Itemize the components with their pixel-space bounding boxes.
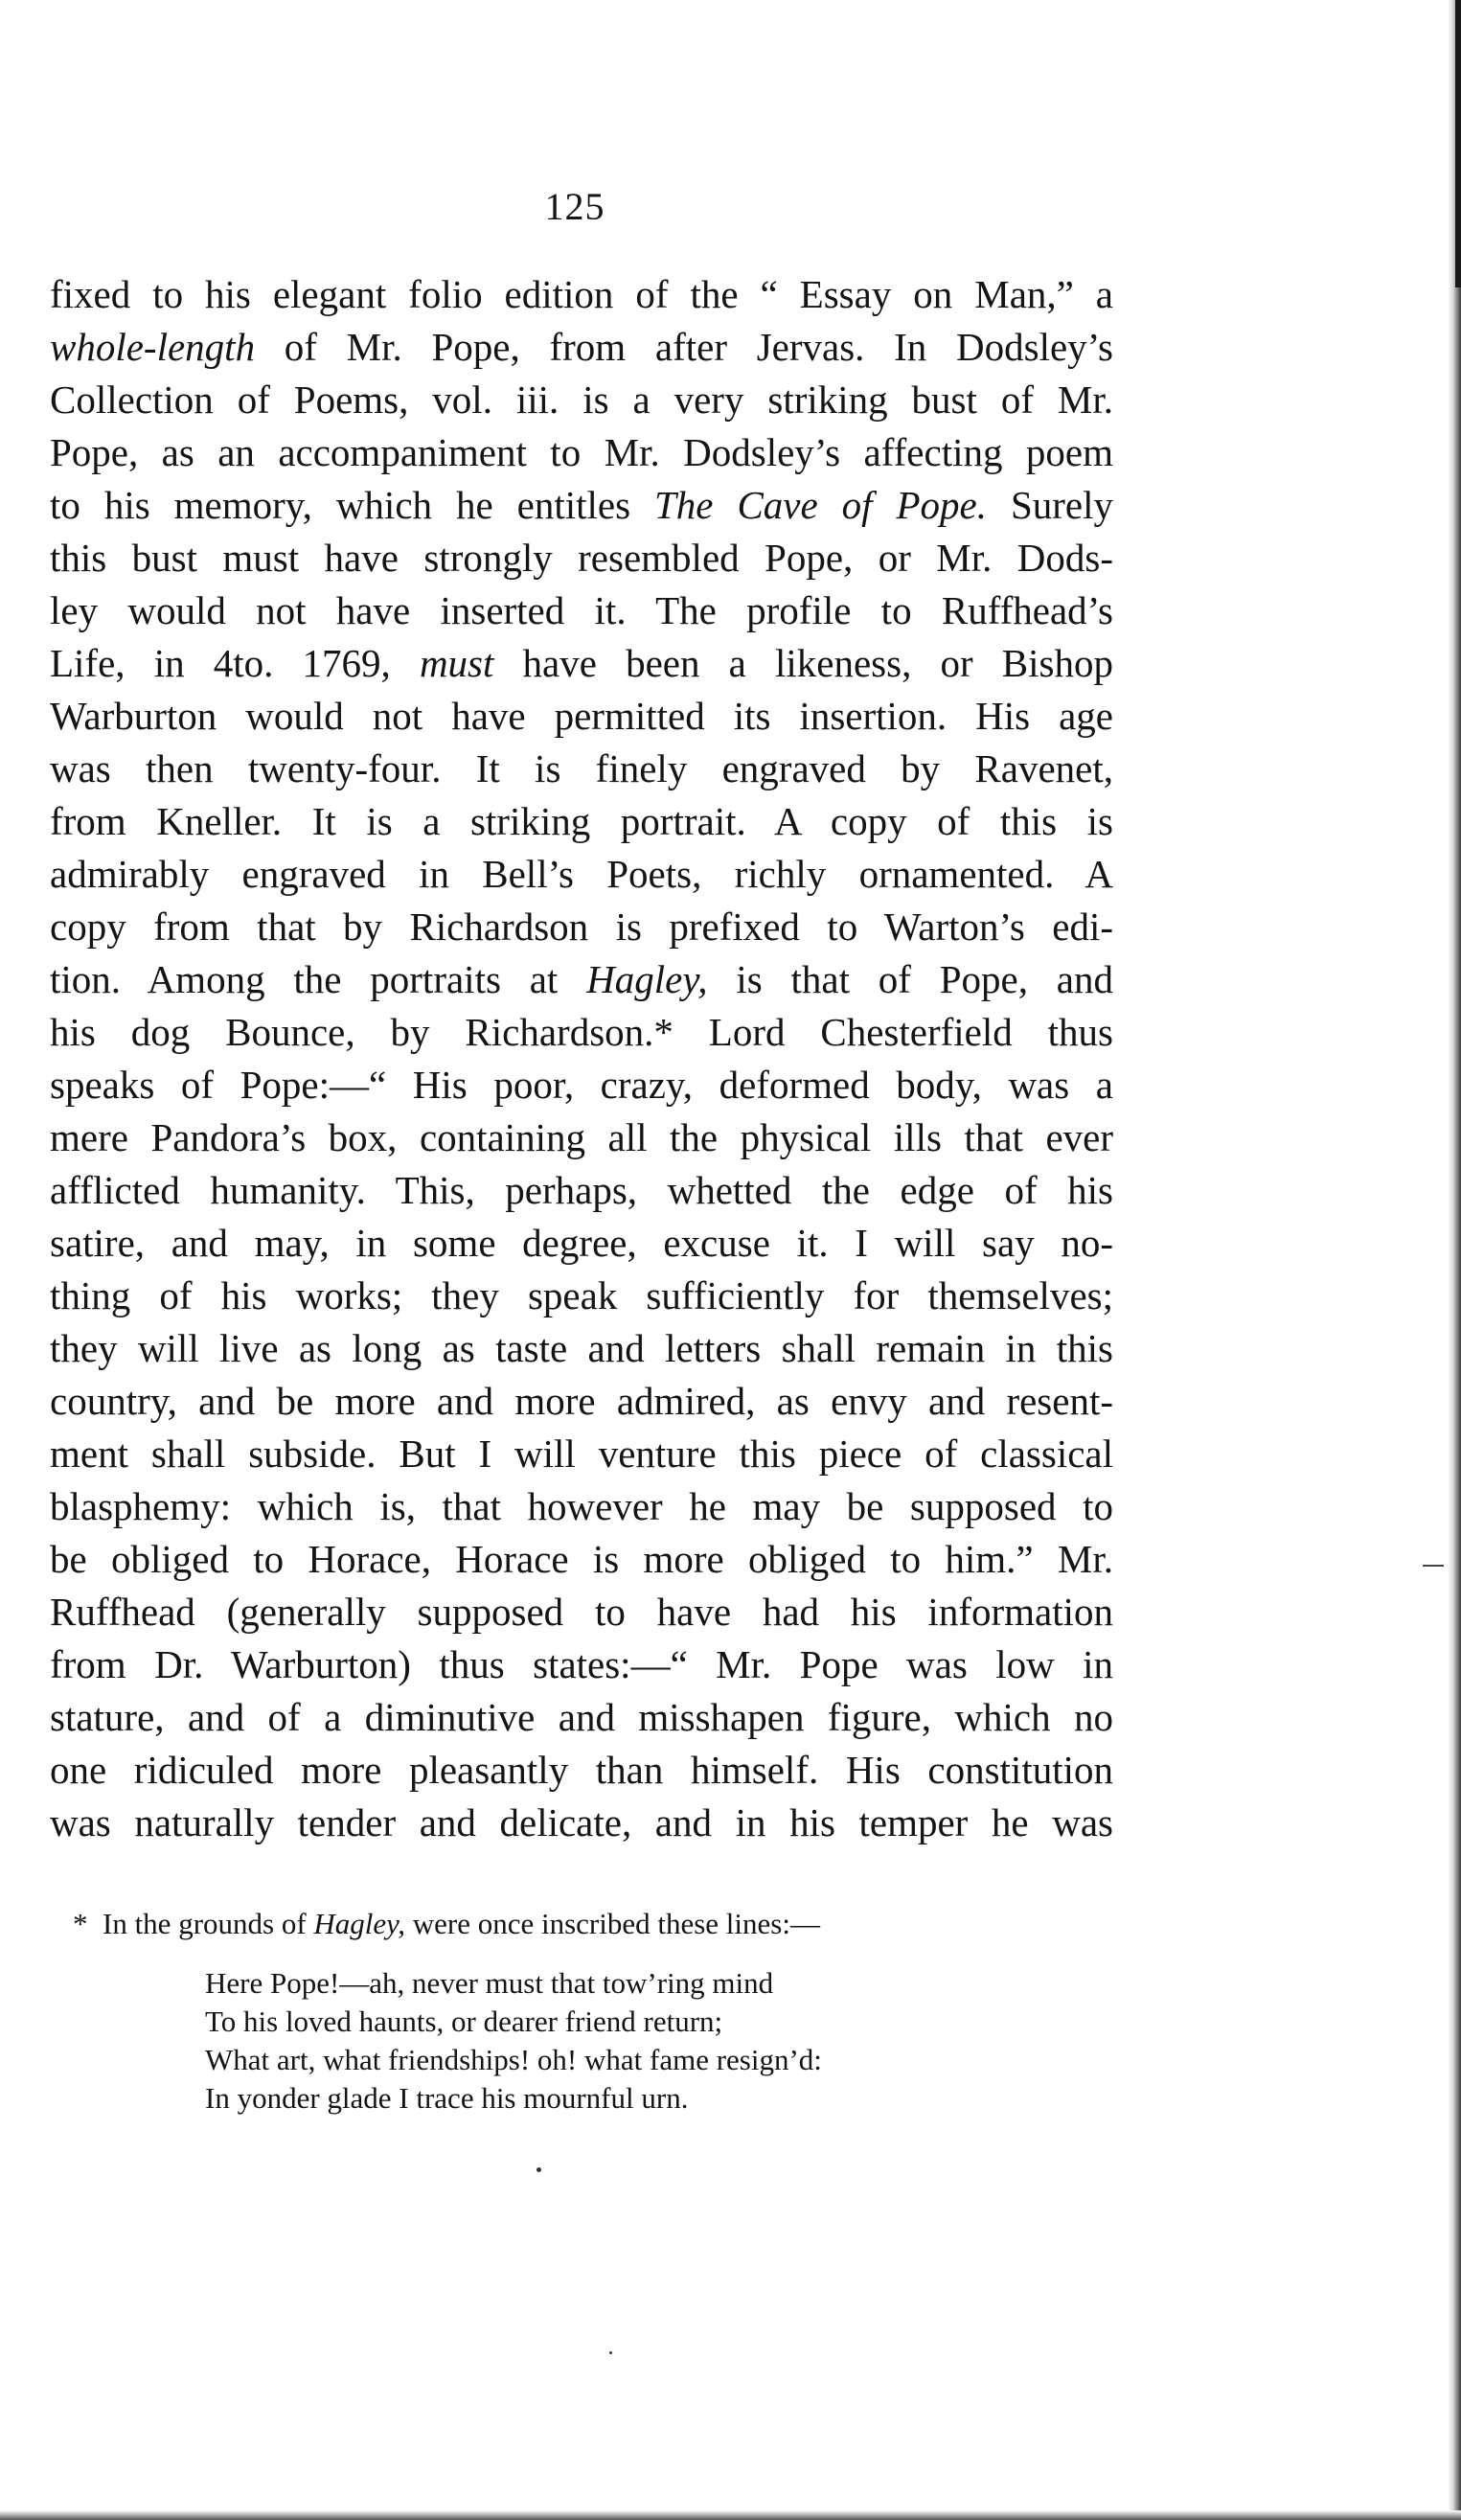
body-line: copy from that by Richardson is prefixed to Warton’s edi-: [50, 905, 1113, 949]
body-line: ley would not have inserted it. The profile to Ruffhead’s: [50, 588, 1113, 632]
body-line: this bust must have strongly resembled Pope, or Mr. Dods-: [50, 536, 1113, 580]
verse-line: In yonder glade I trace his mournful urn.: [205, 2081, 689, 2115]
page-edge-right: [1448, 0, 1461, 2520]
ink-speck: [536, 2167, 541, 2172]
body-line: Life, in 4to. 1769, must have been a likeness, or Bishop: [50, 641, 1113, 685]
body-line: Warburton would not have permitted its insertion. His age: [50, 694, 1113, 738]
footnote-verse: [205, 1964, 971, 2118]
footnote-place: Hagley,: [313, 1907, 405, 1940]
body-line: stature, and of a diminutive and misshapen figure, which no: [50, 1695, 1113, 1739]
footnote: [73, 1905, 1031, 1943]
body-line: mere Pandora’s box, containing all the physical ills that ever: [50, 1115, 1113, 1159]
body-line: admirably engraved in Bell’s Poets, richly ornamented. A: [50, 852, 1113, 896]
body-line: afflicted humanity. This, perhaps, whetted the edge of his: [50, 1168, 1113, 1212]
body-line: speaks of Pope:—“ His poor, crazy, deformed body, was a: [50, 1063, 1113, 1107]
body-line: fixed to his elegant folio edition of the “ Essay on Man,” a: [50, 272, 1113, 316]
body-line: satire, and may, in some degree, excuse it. I will say no-: [50, 1221, 1113, 1265]
body-line: from Kneller. It is a striking portrait. A copy of this is: [50, 799, 1113, 843]
body-line: ment shall subside. But I will venture this piece of classical: [50, 1432, 1113, 1476]
margin-mark: [1423, 1565, 1444, 1567]
footnote-intro-after: were once inscribed these lines:—: [412, 1907, 820, 1940]
ink-speck: [609, 2351, 612, 2354]
body-line: to his memory, which he entitles The Cave of Pope. Surely: [50, 483, 1113, 527]
page-number: 125: [544, 185, 605, 228]
body-line: from Dr. Warburton) thus states:—“ Mr. Pope was low in: [50, 1642, 1113, 1686]
body-line: Collection of Poems, vol. iii. is a very striking bust of Mr.: [50, 378, 1113, 422]
body-line: one ridiculed more pleasantly than himself. His constitution: [50, 1748, 1113, 1792]
body-text: [50, 268, 1113, 1849]
body-line: blasphemy: which is, that however he may be supposed to: [50, 1484, 1113, 1528]
body-line: be obliged to Horace, Horace is more obliged to him.” Mr.: [50, 1537, 1113, 1581]
verse-line: What art, what friendships! oh! what fame resign’d:: [205, 2043, 822, 2076]
body-line: tion. Among the portraits at Hagley, is that of Pope, and: [50, 957, 1113, 1001]
verse-line: To his loved haunts, or dearer friend return;: [205, 2005, 723, 2038]
footnote-marker: *: [73, 1907, 88, 1940]
body-line: was then twenty-four. It is finely engraved by Ravenet,: [50, 746, 1113, 790]
body-line: whole-length of Mr. Pope, from after Jervas. In Dodsley’s: [50, 325, 1113, 369]
body-line: they will live as long as taste and letters shall remain in this: [50, 1326, 1113, 1370]
body-line: Pope, as an accompaniment to Mr. Dodsley’s affecting poem: [50, 430, 1113, 474]
footnote-intro-before: In the grounds of: [103, 1907, 307, 1940]
body-line: Ruffhead (generally supposed to have had his information: [50, 1590, 1113, 1634]
body-line: country, and be more and more admired, as envy and resent-: [50, 1379, 1113, 1423]
page-edge-bottom: [0, 2510, 1461, 2520]
body-line: was naturally tender and delicate, and in his temper he was: [50, 1800, 1113, 1844]
body-line: his dog Bounce, by Richardson.* Lord Chesterfield thus: [50, 1010, 1113, 1054]
verse-line: Here Pope!—ah, never must that tow’ring mind: [205, 1966, 774, 2000]
body-line: thing of his works; they speak sufficiently for themselves;: [50, 1273, 1113, 1317]
page-edge-shadow: [1455, 0, 1461, 287]
